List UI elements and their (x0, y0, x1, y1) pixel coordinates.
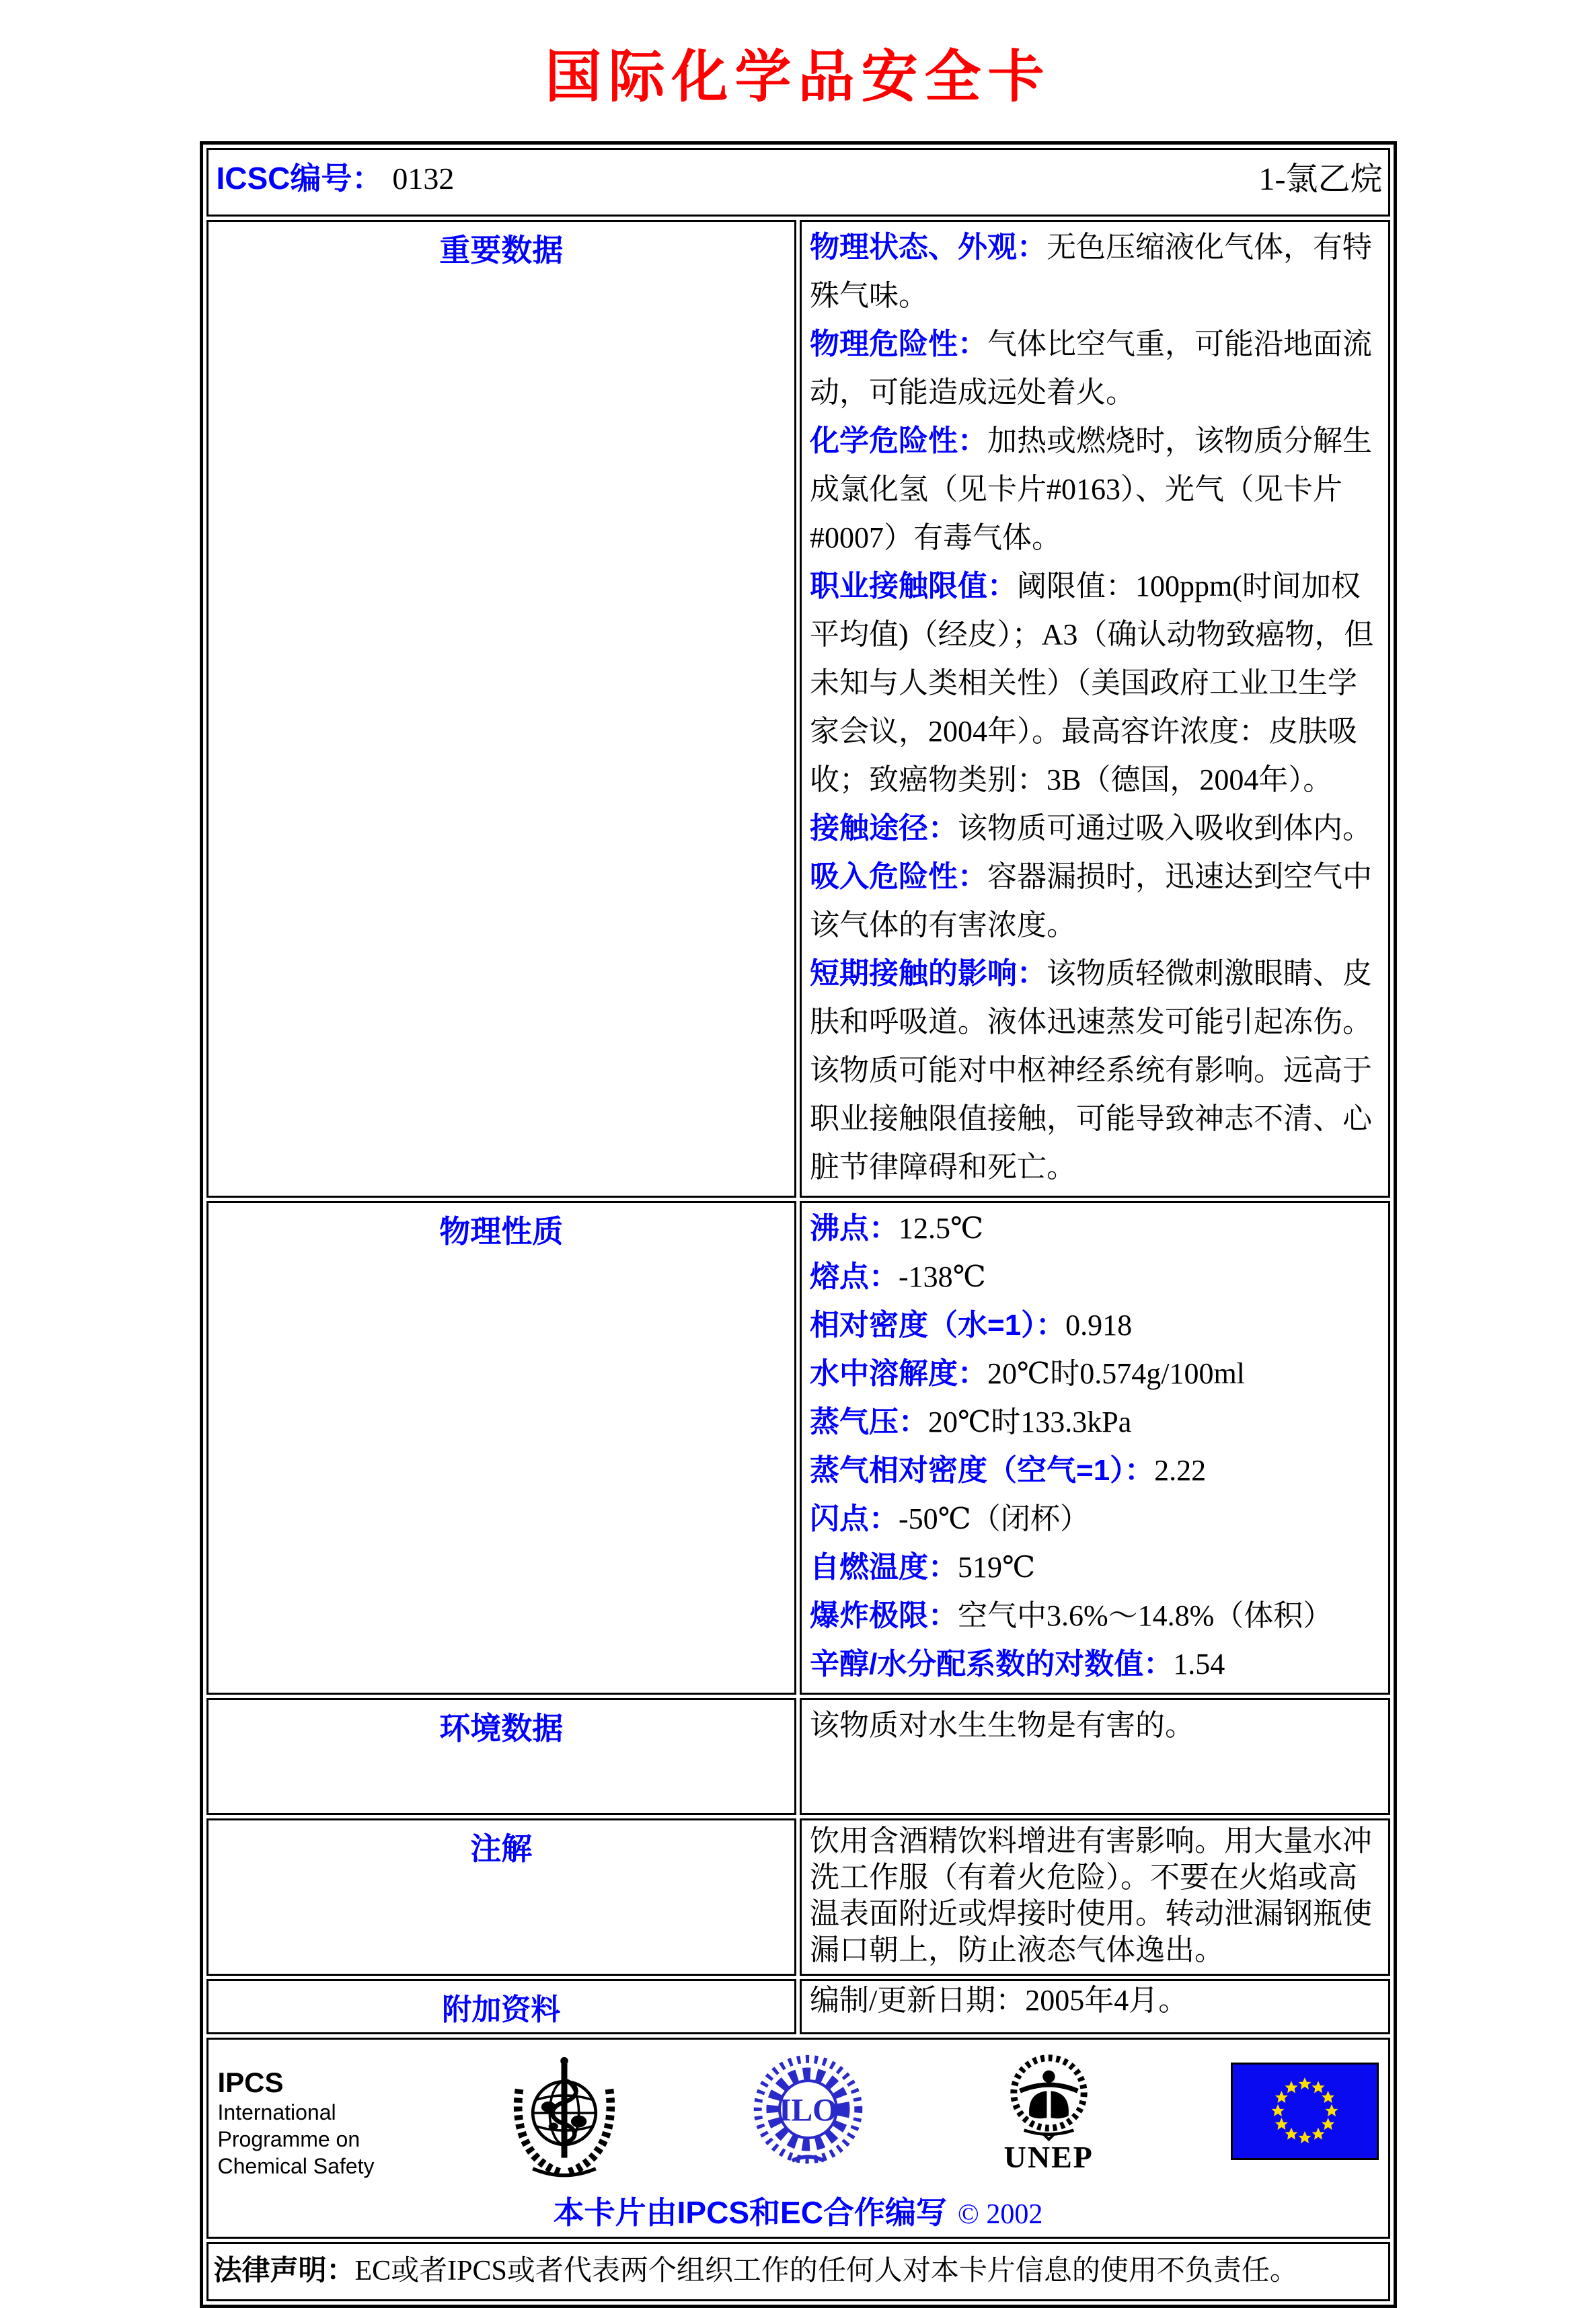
entry-text: 无色压缩液化气体，有特殊气味。 (810, 231, 1372, 312)
prop-label: 水中溶解度： (810, 1357, 987, 1390)
prop-value: 空气中3.6%～14.8%（体积） (958, 1599, 1333, 1632)
notes-content: 饮用含酒精饮料增进有害影响。用大量水冲洗工作服（有着火危险）。不要在火焰或高温表面附近或焊接时使用。转动泄漏钢瓶使漏口朝上，防止液态气体逸出。 (800, 1818, 1390, 1976)
entry-label: 短期接触的影响： (810, 957, 1047, 990)
environmental-data-row (206, 1698, 1390, 1815)
additional-info-row-label: 附加资料 (206, 1979, 797, 2034)
important-data-content (800, 220, 1390, 1198)
prop-label: 蒸气压： (810, 1406, 928, 1438)
notes-row-label: 注解 (206, 1818, 797, 1976)
important-data-row-label: 重要数据 (206, 220, 797, 1198)
physical-properties-content (800, 1201, 1390, 1695)
physical-properties-row-label: 物理性质 (206, 1201, 797, 1695)
entry-physical-danger (810, 320, 1381, 417)
prop-label: 爆炸极限： (810, 1599, 958, 1632)
prop-label: 相对密度（水=1）： (810, 1309, 1066, 1342)
prop-label: 自燃温度： (810, 1551, 958, 1584)
physical-properties-row (206, 1201, 1390, 1695)
entry-label: 物理危险性： (810, 328, 987, 360)
logos-strip (218, 2045, 1379, 2183)
entry-text: 该物质可通过吸入吸收到体内。 (958, 812, 1372, 845)
ipcs-subtitle-line: Chemical Safety (217, 2154, 375, 2178)
prop-value: -50℃（闭杯） (899, 1502, 1090, 1535)
credit-line (218, 2188, 1379, 2233)
prop-relative-density (810, 1301, 1381, 1350)
chemical-name: 1-氯乙烷 (1258, 161, 1383, 197)
entry-inhalation-risk (810, 853, 1381, 950)
credit-text: 本卡片由IPCS和EC合作编写 (553, 2195, 947, 2230)
prop-vapor-pressure (810, 1398, 1381, 1447)
entry-label: 职业接触限值： (810, 570, 1017, 603)
entry-text: 该物质轻微刺激眼睛、皮肤和呼吸道。液体迅速蒸发可能引起冻伤。该物质可能对中枢神经系统有影响。远高于职业接触限值接触，可能导致神志不清、心脏节律障碍和死亡。 (810, 957, 1372, 1184)
notes-row (206, 1818, 1390, 1976)
prop-value: 20℃时0.574g/100ml (987, 1357, 1245, 1390)
entry-text: 容器漏损时，迅速达到空气中该气体的有害浓度。 (810, 860, 1372, 941)
prop-label: 闪点： (810, 1502, 899, 1535)
prop-value: 2.22 (1154, 1454, 1207, 1487)
logos-row (206, 2038, 1390, 2239)
legal-cell (206, 2242, 1390, 2301)
important-data-row (206, 220, 1390, 1198)
prop-label: 熔点： (810, 1260, 899, 1293)
svg-text:ILO: ILO (778, 2093, 838, 2128)
prop-flash-point (810, 1495, 1381, 1543)
entry-label: 化学危险性： (810, 424, 987, 457)
ipcs-subtitle-line: International (217, 2100, 336, 2124)
ipcs-acronym: IPCS (217, 2067, 284, 2098)
environmental-data-content: 该物质对水生生物是有害的。 (800, 1698, 1390, 1815)
credit-copyright: © 2002 (957, 2199, 1043, 2230)
entry-label: 接触途径： (810, 812, 958, 845)
prop-autoignition-temp (810, 1543, 1381, 1592)
legal-label: 法律声明： (213, 2254, 355, 2286)
entry-text: 加热或燃烧时，该物质分解生成氯化氢（见卡片#0163）、光气（见卡片#0007）有毒气体。 (810, 424, 1372, 554)
prop-value: -138℃ (899, 1260, 986, 1293)
unep-wordmark: UNEP (1003, 2140, 1094, 2174)
additional-info-content: 编制/更新日期：2005年4月。 (800, 1979, 1390, 2034)
prop-label: 辛醇/水分配系数的对数值： (810, 1648, 1174, 1681)
prop-water-solubility (810, 1350, 1381, 1398)
page-title: 国际化学品安全卡 (545, 45, 1051, 108)
prop-explosive-limits (810, 1592, 1381, 1640)
entry-label: 物理状态、外观： (810, 231, 1047, 264)
entry-text: 阈限值：100ppm(时间加权平均值)（经皮）；A3（确认动物致癌物，但未知与人类相关性）（美国政府工业卫生学家会议，2004年）。最高容许浓度：皮肤吸收；致癌物类别：3B（德国，2004年）。 (810, 570, 1374, 796)
header-row (206, 148, 1390, 217)
entry-exposure-limits (810, 562, 1381, 804)
prop-value: 0.918 (1065, 1309, 1133, 1342)
icsc-table (200, 141, 1397, 2308)
entry-label: 吸入危险性： (810, 860, 987, 893)
ilo-emblem-icon (749, 2054, 867, 2172)
prop-label: 沸点： (810, 1212, 899, 1245)
prop-value: 12.5℃ (899, 1212, 984, 1245)
logos-cell (206, 2038, 1390, 2239)
legal-row (206, 2242, 1390, 2301)
prop-label: 蒸气相对密度（空气=1）： (810, 1454, 1155, 1487)
entry-physical-state (810, 223, 1381, 320)
unep-emblem-icon (991, 2052, 1106, 2173)
additional-info-row (206, 1979, 1390, 2034)
entry-text: 气体比空气重，可能沿地面流动，可能造成远处着火。 (810, 328, 1372, 409)
icsc-number-label: ICSC编号： (216, 160, 383, 196)
prop-vapor-density (810, 1447, 1381, 1495)
who-emblem-icon (504, 2046, 625, 2183)
icsc-number-group (217, 154, 455, 198)
header-cell (206, 148, 1390, 217)
prop-octanol-water (810, 1640, 1381, 1689)
prop-value: 519℃ (958, 1551, 1036, 1584)
prop-boiling-point (810, 1204, 1381, 1253)
prop-value: 20℃时133.3kPa (928, 1406, 1132, 1438)
prop-value: 1.54 (1173, 1648, 1225, 1681)
environmental-data-row-label: 环境数据 (206, 1698, 797, 1815)
entry-chemical-danger (810, 417, 1381, 562)
eu-flag-icon (1231, 2063, 1379, 2163)
ipcs-text-block (218, 2067, 379, 2180)
ipcs-subtitle-line: Programme on (217, 2127, 360, 2151)
icsc-number-value: 0132 (392, 161, 455, 196)
prop-melting-point (810, 1253, 1381, 1301)
entry-exposure-routes (810, 804, 1381, 853)
entry-short-term-effects (810, 950, 1381, 1192)
legal-text: EC或者IPCS或者代表两个组织工作的任何人对本卡片信息的使用不负责任。 (354, 2256, 1298, 2286)
